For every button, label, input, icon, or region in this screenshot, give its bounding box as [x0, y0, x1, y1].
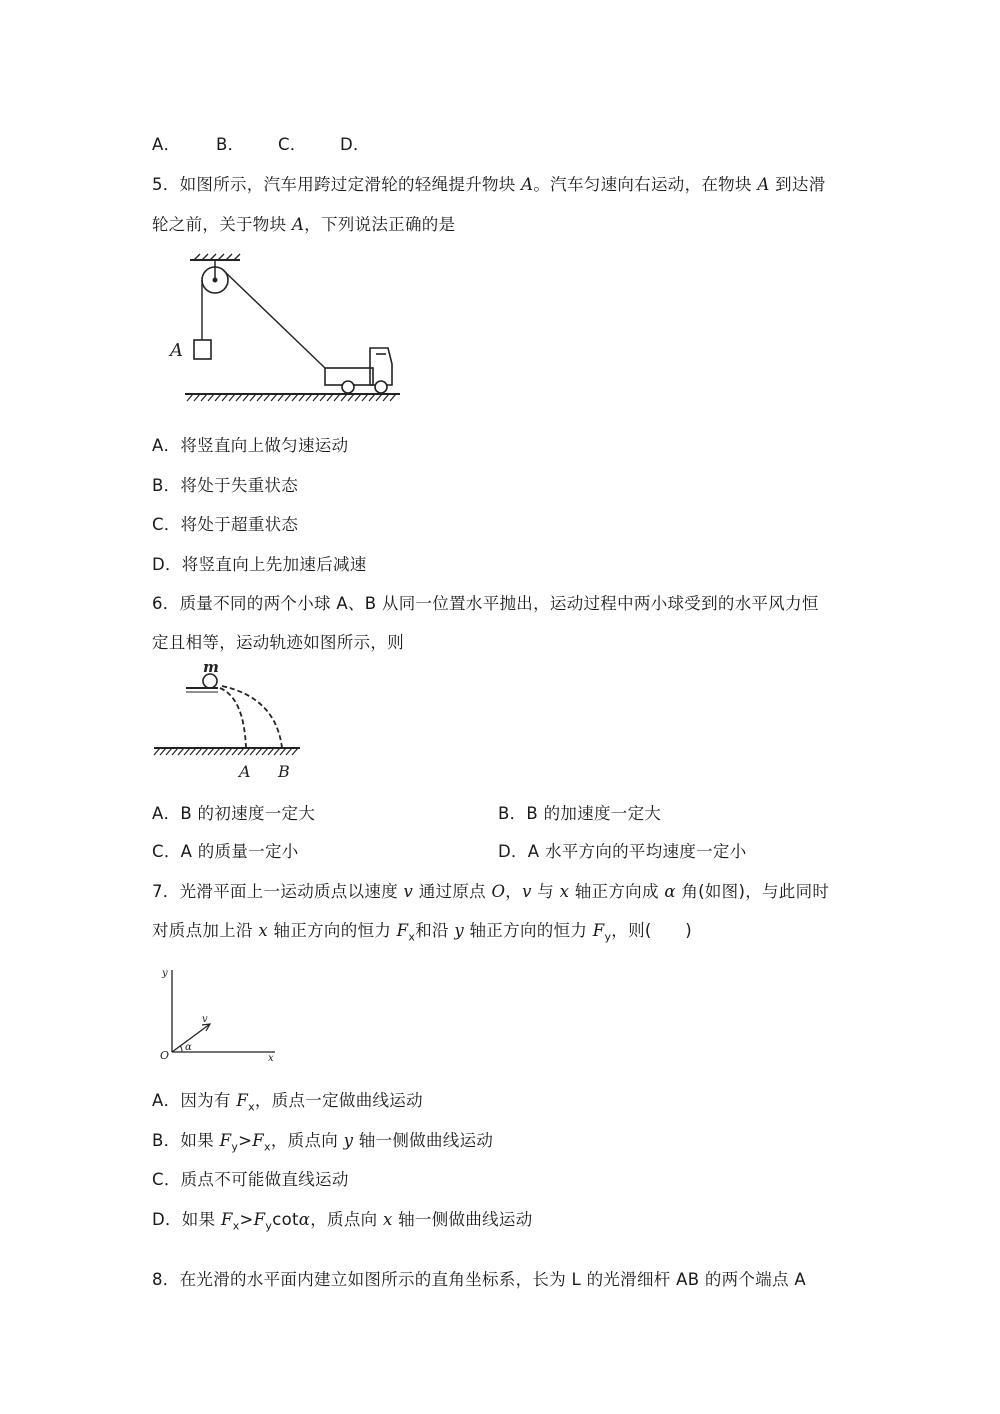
q6-option-b: B．B 的加速度一定大: [498, 804, 662, 823]
q6-stem-line-2: 定且相等，运动轨迹如图所示，则: [152, 633, 404, 652]
q7-option-a: A．因为有 $F_x$，质点一定做曲线运动: [152, 1091, 423, 1114]
q6-label-m: m: [203, 658, 219, 676]
q6-ball: [203, 674, 217, 688]
q7-label-o: O: [160, 1049, 170, 1062]
q5-option-b: B．将处于失重状态: [152, 476, 299, 495]
q5-stem-line-1: 5．如图所示，汽车用跨过定滑轮的轻绳提升物块 A。汽车匀速向右运动，在物块 A 到达滑: [152, 175, 826, 194]
q6-trajectory-b: [222, 686, 282, 748]
q6-label-b: B: [278, 762, 290, 781]
q5-var-a: A: [521, 175, 534, 194]
q8-stem-line-1: 8．在光滑的水平面内建立如图所示的直角坐标系，长为 L 的光滑细杆 AB 的两个端点 A: [152, 1270, 807, 1289]
q7-label-v: v: [202, 1014, 208, 1025]
q6-trajectory-a: [220, 688, 246, 748]
q7-label-y: y: [162, 968, 168, 979]
q4-option-a: A．: [152, 135, 181, 154]
q5-option-c: C．将处于超重状态: [152, 515, 299, 534]
q5-block-a: [194, 340, 211, 359]
q7-label-alpha: α: [185, 1042, 192, 1053]
q5-figure-pulley-truck: [160, 250, 420, 410]
q5-truck: [325, 348, 392, 393]
q5-option-d: D．将竖直向上先加速后减速: [152, 555, 367, 574]
q5-ground-hatch: [187, 394, 396, 401]
q5-var-a-3: A: [291, 215, 305, 234]
q6-option-a: A．B 的初速度一定大: [152, 804, 316, 823]
q7-option-b: B．如果 $F_y>F_x$，质点向 y 轴一侧做曲线运动: [152, 1131, 494, 1154]
q4-option-d: D．: [340, 135, 370, 154]
q7-label-x: x: [268, 1053, 274, 1064]
q7-option-c: C．质点不可能做直线运动: [152, 1170, 349, 1189]
q4-options: [152, 131, 370, 155]
q7-stem-line-1: 7．光滑平面上一运动质点以速度 v 通过原点 O，v 与 x 轴正方向成 α 角(如图)，与此同时: [152, 882, 830, 901]
q7-figure-axes: [150, 962, 290, 1062]
q5-stem-line-2: 轮之前，关于物块 A，下列说法正确的是: [152, 215, 456, 234]
q5-label-a: A: [170, 340, 183, 361]
q6-label-a: A: [239, 762, 251, 781]
q7-stem-line-2: 对质点加上沿 x 轴正方向的恒力 $F_x$和沿 y 轴正方向的恒力 $F_y$，则( ): [152, 921, 692, 944]
q7-option-d: D．如果 $F_x>F_y\cot\alpha$，质点向 x 轴一侧做曲线运动: [152, 1210, 533, 1233]
q4-option-b: B．: [216, 135, 245, 154]
q5-option-a: A．将竖直向上做匀速运动: [152, 436, 349, 455]
q6-ground-hatch: [154, 748, 298, 755]
q5-var-a-2: A: [757, 175, 770, 194]
q4-option-c: C．: [278, 135, 307, 154]
q6-option-c: C．A 的质量一定小: [152, 842, 299, 861]
q6-option-d: D．A 水平方向的平均速度一定小: [498, 842, 747, 861]
q5-rope: [222, 269, 325, 368]
q6-stem-line-1: 6．质量不同的两个小球 A、B 从同一位置水平抛出，运动过程中两小球受到的水平风力恒: [152, 594, 819, 613]
q6-figure-trajectories: [150, 660, 330, 780]
